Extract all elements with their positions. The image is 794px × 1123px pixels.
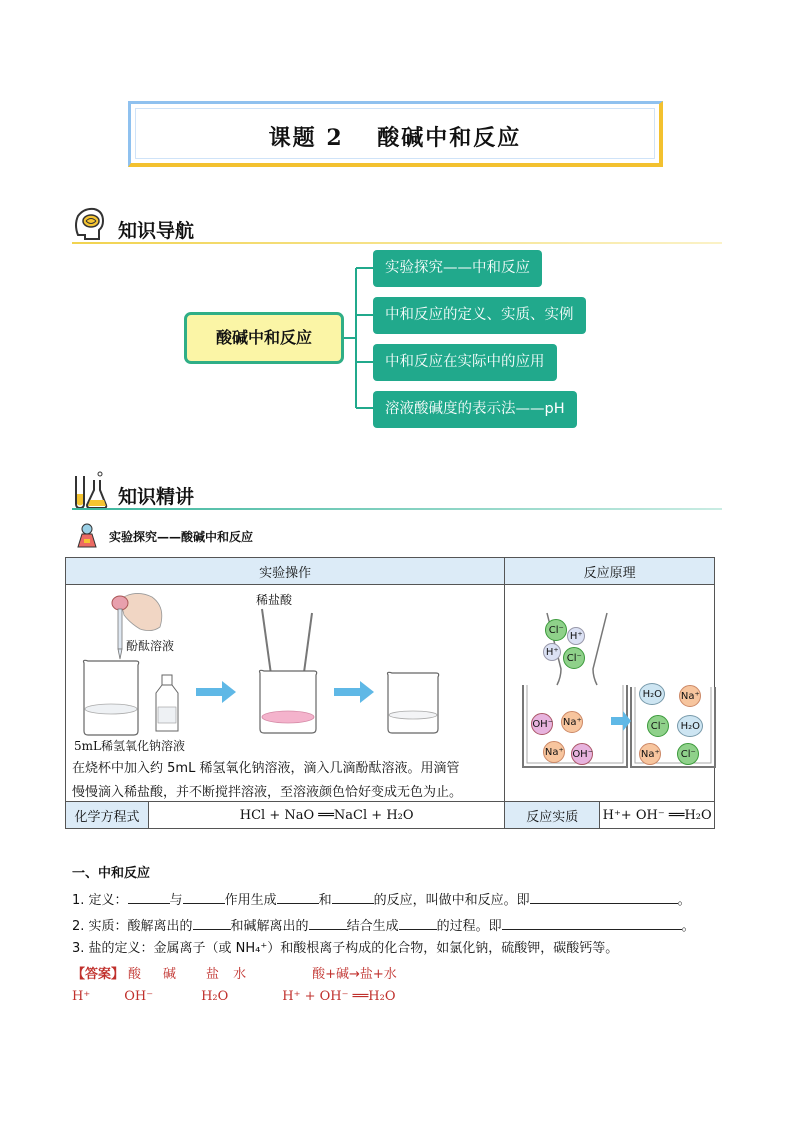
essence-value: H⁺+ OH⁻ ══H₂O: [600, 802, 715, 829]
base-label: 5mL稀氢氧化钠溶液: [74, 739, 185, 753]
answer-line-1: 【答案】 酸 碱 盐 水 酸+碱→盐+水: [72, 967, 397, 982]
ion-na: Na⁺: [679, 685, 701, 707]
ion-na: Na⁺: [543, 741, 565, 763]
nav-heading: 知识导航: [118, 220, 195, 242]
equation-value: HCl + NaO ══NaCl + H₂O: [149, 802, 505, 829]
ion-cl: Cl⁻: [677, 743, 699, 765]
ion-na: Na⁺: [639, 743, 661, 765]
reagent-bottle: [152, 673, 182, 735]
mindmap-node-ph: 溶液酸碱度的表示法——pH: [373, 391, 577, 428]
flask-icon: [70, 470, 110, 510]
operation-desc-line1: 在烧杯中加入约 5mL 稀氢氧化钠溶液，滴入几滴酚酞溶液。用滴管: [72, 761, 460, 776]
beaker-3: [384, 671, 444, 735]
definition-line: 1. 定义： 与 作用生成 和 的反应，叫做中和反应。即 。: [72, 893, 691, 908]
col-header-operation: 实验操作: [66, 558, 505, 585]
equation-label: 化学方程式: [66, 802, 149, 829]
section-heading: 一、中和反应: [72, 866, 151, 881]
mindmap-node-definition: 中和反应的定义、实质、实例: [373, 297, 586, 334]
beaker-1: [78, 657, 144, 737]
ion-cl: Cl⁻: [647, 715, 669, 737]
stirring-setup: [254, 605, 330, 735]
acid-label: 稀盐酸: [256, 593, 293, 607]
ion-h: H⁺: [543, 643, 561, 661]
mindmap-node-experiment: 实验探究——中和反应: [373, 250, 542, 287]
page-title: 课题 2 酸碱中和反应: [268, 125, 522, 151]
essence-line: 2. 实质：酸解离出的 和碱解离出的 结合生成 的过程。即 。: [72, 919, 695, 934]
operation-desc-line2: 慢慢滴入稀盐酸，并不断搅拌溶液，至溶液颜色恰好变成无色为止。: [72, 785, 463, 800]
principle-cell: [505, 585, 715, 802]
brain-icon: [72, 205, 106, 243]
experiment-table: [65, 557, 715, 829]
dropper-hand-illustration: [90, 587, 170, 667]
ion-h2o: H₂O: [677, 715, 703, 737]
nav-divider: [72, 242, 722, 244]
salt-definition-line: 3. 盐的定义：金属离子（或 NH₄⁺）和酸根离子构成的化合物，如氯化钠，硫酸钾，碳酸钙等。: [72, 941, 619, 956]
lecture-divider: [72, 508, 722, 510]
lecture-heading: 知识精讲: [118, 486, 195, 508]
arrow-right-icon: [196, 681, 238, 703]
col-header-principle: 反应原理: [505, 558, 715, 585]
ion-cl: Cl⁻: [563, 647, 585, 669]
ion-h2o: H₂O: [639, 683, 665, 705]
experiment-icon: [76, 522, 98, 550]
mindmap-root: 酸碱中和反应: [184, 312, 344, 364]
experiment-subheading: 实验探究——酸碱中和反应: [109, 530, 254, 544]
essence-label: 反应实质: [505, 802, 600, 829]
title-banner: [128, 101, 663, 167]
arrow-right-icon: [334, 681, 376, 703]
indicator-label: 酚酞溶液: [126, 639, 175, 653]
mindmap-node-application: 中和反应在实际中的应用: [373, 344, 557, 381]
ion-na: Na⁺: [561, 711, 583, 733]
ion-h: H⁺: [567, 627, 585, 645]
answer-line-2: H⁺ OH⁻ H₂O H⁺ + OH⁻ ══H₂O: [72, 989, 396, 1004]
ion-oh: OH⁻: [531, 713, 553, 735]
operation-cell: [66, 585, 505, 802]
ion-cl: Cl⁻: [545, 619, 567, 641]
ion-oh: OH⁻: [571, 743, 593, 765]
